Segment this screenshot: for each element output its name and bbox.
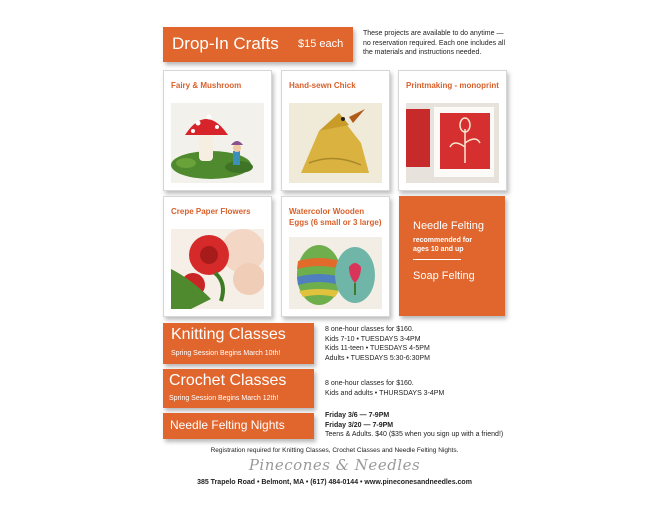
knitting-detail-line: Kids 7-10 • TUESDAYS 3-4PM — [325, 335, 421, 343]
knitting-classes-details — [325, 325, 430, 363]
fairy-mushroom-photo — [171, 103, 264, 183]
craft-card-title: Watercolor Wooden Eggs (6 small or 3 large) — [289, 207, 382, 227]
printmaking-photo — [406, 103, 499, 183]
store-logo: Pinecones & Needles — [248, 456, 421, 474]
craft-card-hand-sewn-chick — [281, 70, 390, 191]
knitting-detail-line: Kids 11-teen • TUESDAYS 4-5PM — [325, 345, 430, 353]
craft-card-printmaking — [398, 70, 507, 191]
watercolor-eggs-photo — [289, 237, 382, 309]
craft-card-title: Hand-sewn Chick — [289, 81, 356, 90]
craft-card-crepe-paper-flowers — [163, 196, 272, 317]
crochet-detail-line: Kids and adults • THURSDAYS 3-4PM — [325, 389, 445, 397]
crochet-classes-banner — [163, 369, 314, 408]
needle-felting-nights-details — [325, 411, 503, 440]
header-note: These projects are available to do anytime — no reservation required. Each one includes all the materials and instructions needed. — [363, 30, 506, 57]
needle-felting-nights-title: Needle Felting Nights — [170, 418, 285, 432]
felting-night-date: Friday 3/20 — 7-9PM — [325, 421, 394, 429]
soap-felting-title: Soap Felting — [413, 270, 475, 282]
felting-divider — [413, 259, 461, 260]
crepe-paper-flowers-photo — [171, 229, 264, 309]
needle-felting-nights-banner — [163, 413, 314, 439]
crochet-classes-details — [325, 379, 444, 398]
craft-card-watercolor-eggs — [281, 196, 390, 317]
felting-night-date: Friday 3/6 — 7-9PM — [325, 412, 390, 419]
knitting-classes-title: Knitting Classes — [171, 326, 286, 343]
needle-felting-card — [399, 196, 505, 316]
knitting-classes-subtitle: Spring Session Begins March 10th! — [171, 350, 281, 357]
knitting-classes-banner — [163, 323, 314, 364]
needle-felting-subtitle: recommended for ages 10 and up — [413, 237, 473, 253]
craft-card-title: Fairy & Mushroom — [171, 81, 242, 90]
needle-felting-title: Needle Felting — [413, 220, 484, 232]
craft-card-fairy-mushroom — [163, 70, 272, 191]
header-price: $15 each — [298, 38, 344, 50]
knitting-detail-line: 8 one-hour classes for $160. — [325, 326, 414, 333]
chick-photo — [289, 103, 382, 183]
store-address: 385 Trapelo Road • Belmont, MA • (617) 484-0144 • www.pineconesandneedles.com — [197, 479, 472, 486]
crochet-classes-subtitle: Spring Session Begins March 12th! — [169, 395, 279, 402]
crochet-detail-line: 8 one-hour classes for $160. — [325, 380, 414, 387]
registration-note: Registration required for Knitting Classes, Crochet Classes and Needle Felting Nights. — [210, 447, 459, 454]
craft-card-title: Printmaking - monoprint — [406, 81, 499, 90]
felting-night-price: Teens & Adults. $40 ($35 when you sign up with a friend!) — [325, 431, 504, 439]
header-title: Drop-In Crafts — [172, 34, 279, 53]
knitting-detail-line: Adults • TUESDAYS 5:30-6:30PM — [325, 354, 430, 362]
header-banner — [163, 27, 353, 62]
craft-card-title: Crepe Paper Flowers — [171, 207, 251, 216]
crochet-classes-title: Crochet Classes — [169, 372, 287, 389]
